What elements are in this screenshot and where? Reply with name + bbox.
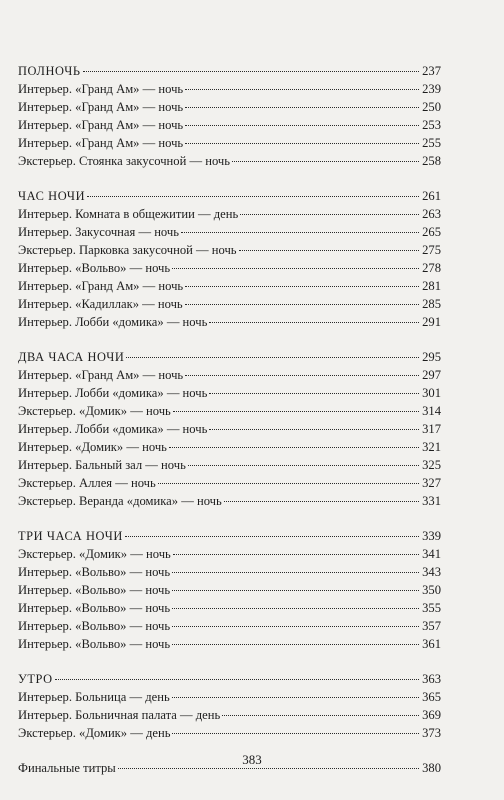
dot-leader bbox=[158, 483, 419, 484]
dot-leader bbox=[55, 679, 419, 680]
dot-leader bbox=[172, 644, 419, 645]
section-title: УТРО bbox=[18, 672, 53, 686]
section-heading-row bbox=[18, 527, 441, 545]
page-ref: 369 bbox=[422, 708, 441, 722]
entry-label: Экстерьер. Стоянка закусочной — ночь bbox=[18, 154, 231, 168]
entry-label: Экстерьер. Парковка закусочной — ночь bbox=[18, 243, 237, 257]
entry-label: Интерьер. Закусочная — ночь bbox=[18, 225, 179, 239]
toc-entry bbox=[18, 241, 441, 259]
dot-leader bbox=[173, 411, 419, 412]
page-ref: 301 bbox=[422, 386, 441, 400]
page-ref: 295 bbox=[422, 350, 441, 364]
dot-leader bbox=[185, 125, 419, 126]
dot-leader bbox=[118, 768, 419, 769]
dot-leader bbox=[232, 161, 419, 162]
toc-entry bbox=[18, 474, 441, 492]
page-ref: 317 bbox=[422, 422, 441, 436]
entry-label: Экстерьер. Аллея — ночь bbox=[18, 476, 156, 490]
page-ref: 250 bbox=[422, 100, 441, 114]
section-title: ЧАС НОЧИ bbox=[18, 189, 86, 203]
page-ref: 275 bbox=[422, 243, 441, 257]
page-ref: 343 bbox=[422, 565, 441, 579]
dot-leader bbox=[239, 250, 419, 251]
page-ref: 278 bbox=[422, 261, 441, 275]
section-title: ТРИ ЧАСА НОЧИ bbox=[18, 529, 123, 543]
toc-entry bbox=[18, 635, 441, 653]
toc-entry bbox=[18, 545, 441, 563]
toc-entry bbox=[18, 134, 441, 152]
dot-leader bbox=[172, 268, 419, 269]
entry-label: Интерьер. «Вольво» — ночь bbox=[18, 583, 171, 597]
toc-entry bbox=[18, 152, 441, 170]
page-ref: 261 bbox=[422, 189, 441, 203]
page-ref: 325 bbox=[422, 458, 441, 472]
entry-label: Интерьер. Больничная палата — день bbox=[18, 708, 221, 722]
toc-entry bbox=[18, 402, 441, 420]
entry-label: Интерьер. «Домик» — ночь bbox=[18, 440, 167, 454]
section-heading-row bbox=[18, 187, 441, 205]
toc-entry bbox=[18, 313, 441, 331]
dot-leader bbox=[224, 501, 419, 502]
dot-leader bbox=[172, 697, 419, 698]
section-title: ДВА ЧАСА НОЧИ bbox=[18, 350, 125, 364]
entry-label: Интерьер. «Гранд Ам» — ночь bbox=[18, 279, 184, 293]
dot-leader bbox=[185, 143, 419, 144]
dot-leader bbox=[172, 590, 419, 591]
toc-entry bbox=[18, 706, 441, 724]
toc-entry bbox=[18, 599, 441, 617]
page-ref: 291 bbox=[422, 315, 441, 329]
entry-label: Интерьер. Лобби «домика» — ночь bbox=[18, 315, 208, 329]
dot-leader bbox=[240, 214, 419, 215]
page-ref: 361 bbox=[422, 637, 441, 651]
toc-section bbox=[18, 62, 441, 170]
toc-entry bbox=[18, 563, 441, 581]
entry-label: Интерьер. «Гранд Ам» — ночь bbox=[18, 368, 184, 382]
dot-leader bbox=[172, 626, 419, 627]
page-ref: 363 bbox=[422, 672, 441, 686]
toc-entry bbox=[18, 295, 441, 313]
dot-leader bbox=[173, 554, 419, 555]
entry-label: Финальные титры bbox=[18, 761, 116, 775]
entry-label: Интерьер. «Вольво» — ночь bbox=[18, 619, 171, 633]
entry-label: Интерьер. «Вольво» — ночь bbox=[18, 601, 171, 615]
entry-label: Экстерьер. «Домик» — ночь bbox=[18, 547, 171, 561]
toc-entry bbox=[18, 581, 441, 599]
toc-entry bbox=[18, 617, 441, 635]
dot-leader bbox=[209, 393, 419, 394]
page-ref: 263 bbox=[422, 207, 441, 221]
dot-leader bbox=[87, 196, 419, 197]
page-ref: 237 bbox=[422, 64, 441, 78]
dot-leader bbox=[172, 733, 419, 734]
toc-entry bbox=[18, 98, 441, 116]
entry-label: Интерьер. «Гранд Ам» — ночь bbox=[18, 100, 184, 114]
toc-entry bbox=[18, 116, 441, 134]
toc-entry bbox=[18, 223, 441, 241]
page-ref: 255 bbox=[422, 136, 441, 150]
dot-leader bbox=[185, 286, 419, 287]
page-ref: 265 bbox=[422, 225, 441, 239]
table-of-contents bbox=[18, 62, 441, 777]
dot-leader bbox=[169, 447, 419, 448]
entry-label: Интерьер. Лобби «домика» — ночь bbox=[18, 422, 208, 436]
dot-leader bbox=[172, 572, 419, 573]
dot-leader bbox=[125, 536, 419, 537]
toc-entry bbox=[18, 456, 441, 474]
section-heading-row bbox=[18, 348, 441, 366]
page-ref: 239 bbox=[422, 82, 441, 96]
page-ref: 327 bbox=[422, 476, 441, 490]
dot-leader bbox=[185, 304, 419, 305]
entry-label: Интерьер. «Гранд Ам» — ночь bbox=[18, 136, 184, 150]
page-ref: 253 bbox=[422, 118, 441, 132]
entry-label: Интерьер. Лобби «домика» — ночь bbox=[18, 386, 208, 400]
page-ref: 285 bbox=[422, 297, 441, 311]
dot-leader bbox=[185, 107, 419, 108]
dot-leader bbox=[181, 232, 419, 233]
page-ref: 380 bbox=[422, 761, 441, 775]
toc-entry bbox=[18, 205, 441, 223]
page-ref: 321 bbox=[422, 440, 441, 454]
toc-entry bbox=[18, 420, 441, 438]
page-ref: 350 bbox=[422, 583, 441, 597]
page-ref: 355 bbox=[422, 601, 441, 615]
page-ref: 341 bbox=[422, 547, 441, 561]
dot-leader bbox=[188, 465, 419, 466]
entry-label: Экстерьер. Веранда «домика» — ночь bbox=[18, 494, 222, 508]
entry-label: Интерьер. «Вольво» — ночь bbox=[18, 565, 171, 579]
dot-leader bbox=[209, 429, 419, 430]
entry-label: Интерьер. «Вольво» — ночь bbox=[18, 261, 171, 275]
section-heading-row bbox=[18, 62, 441, 80]
toc-entry bbox=[18, 80, 441, 98]
toc-entry bbox=[18, 366, 441, 384]
page-ref: 339 bbox=[422, 529, 441, 543]
toc-section bbox=[18, 348, 441, 510]
section-heading-row bbox=[18, 670, 441, 688]
page-ref: 331 bbox=[422, 494, 441, 508]
page-ref: 281 bbox=[422, 279, 441, 293]
entry-label: Интерьер. Бальный зал — ночь bbox=[18, 458, 186, 472]
page-ref: 357 bbox=[422, 619, 441, 633]
page-ref: 373 bbox=[422, 726, 441, 740]
dot-leader bbox=[222, 715, 419, 716]
entry-label: Интерьер. «Гранд Ам» — ночь bbox=[18, 82, 184, 96]
toc-entry bbox=[18, 259, 441, 277]
toc-entry bbox=[18, 438, 441, 456]
dot-leader bbox=[126, 357, 419, 358]
toc-entry bbox=[18, 384, 441, 402]
toc-entry bbox=[18, 277, 441, 295]
dot-leader bbox=[185, 375, 419, 376]
toc-entry bbox=[18, 688, 441, 706]
dot-leader bbox=[185, 89, 419, 90]
dot-leader bbox=[172, 608, 419, 609]
dot-leader bbox=[209, 322, 419, 323]
entry-label: Интерьер. «Кадиллак» — ночь bbox=[18, 297, 183, 311]
entry-label: Экстерьер. «Домик» — день bbox=[18, 726, 171, 740]
entry-label: Интерьер. «Вольво» — ночь bbox=[18, 637, 171, 651]
toc-section bbox=[18, 527, 441, 653]
page-ref: 314 bbox=[422, 404, 441, 418]
entry-label: Интерьер. Больница — день bbox=[18, 690, 170, 704]
entry-label: Экстерьер. «Домик» — ночь bbox=[18, 404, 171, 418]
page-number: 383 bbox=[242, 752, 262, 767]
page-ref: 258 bbox=[422, 154, 441, 168]
section-title: ПОЛНОЧЬ bbox=[18, 64, 81, 78]
toc-section bbox=[18, 670, 441, 742]
entry-label: Интерьер. Комната в общежитии — день bbox=[18, 207, 239, 221]
page-ref: 297 bbox=[422, 368, 441, 382]
dot-leader bbox=[83, 71, 419, 72]
page-ref: 365 bbox=[422, 690, 441, 704]
entry-label: Интерьер. «Гранд Ам» — ночь bbox=[18, 118, 184, 132]
toc-entry bbox=[18, 724, 441, 742]
toc-entry bbox=[18, 492, 441, 510]
toc-section bbox=[18, 187, 441, 331]
